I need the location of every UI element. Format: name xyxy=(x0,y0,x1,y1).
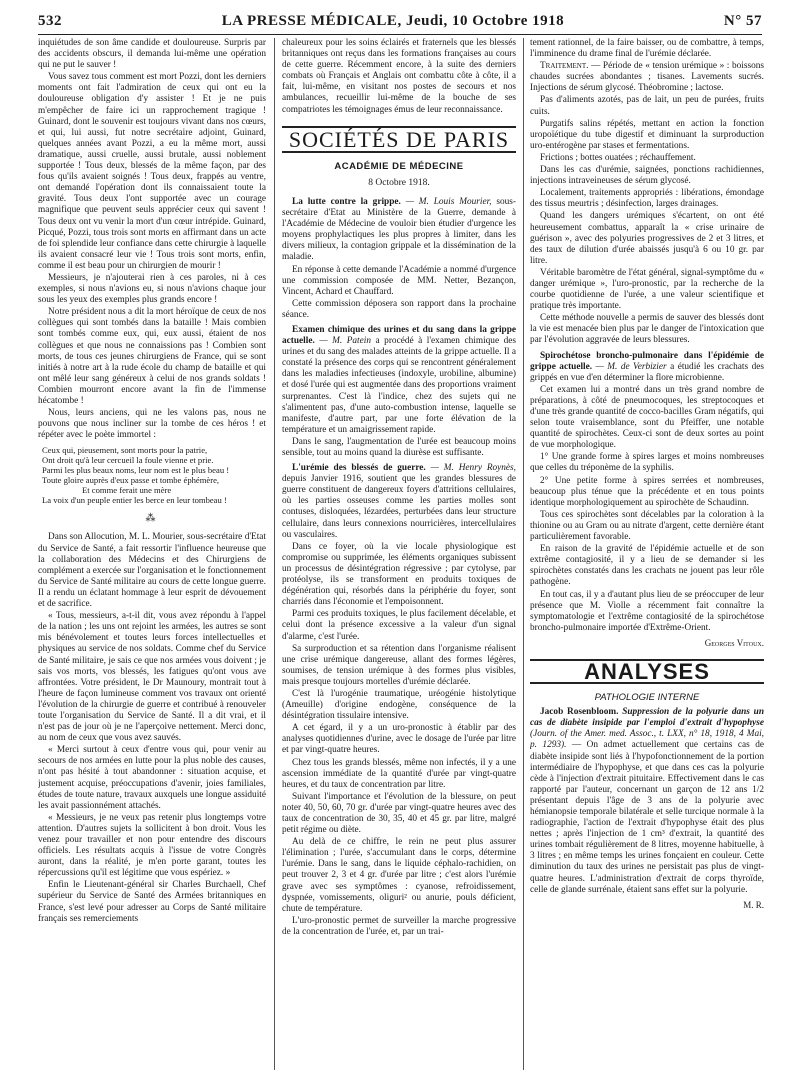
paragraph: Chez tous les grands blessés, même non infectés, il y a une ascension immédiate de la quantité d'urée par vingt-quatre heures, et du taux de concentration par litre. xyxy=(282,757,516,790)
paragraph: Au delà de ce chiffre, le rein ne peut plus assurer l'élimination ; l'urée, s'accumulant dans le corps, détermine l'urémie. Dans le sang, dans le liquide céphalo-rachidien, on peut trouver 2, 3 et 4 gr. d'urée par litre ; c'est alors l'urémie grave avec ses symptômes : cyanose, refroidissement, dyspnée, vomissements, oliguri² ou anurie, pouls déficient, chute de température. xyxy=(282,837,516,914)
article-body: a étudié les crachats des grippés en vue d'en déterminer la flore microbienne. xyxy=(530,361,764,383)
article-title: Suppression de la polyurie dans un cas de diabète insipide par l'emploi d'extrait d'hypophyse xyxy=(530,707,764,729)
article-body: sous-secrétaire d'Etat au Ministère de la Guerre, demande à l'Académie de Médecine de vouloir bien étudier d'urgence les moyens prophylactiques les plus propres à limiter, dans les divers milieux, la contagion grippale et la dissémination de la maladie. xyxy=(282,196,516,263)
paragraph: Dans le sang, l'augmentation de l'urée est beaucoup moins sensible, tout au moins quand la diurèse est suffisante. xyxy=(282,436,516,458)
article-author: — M. Patein xyxy=(319,336,371,347)
article-title: La lutte contre la grippe. xyxy=(292,196,401,207)
page-number: 532 xyxy=(38,12,62,29)
paragraph: En tout cas, il y a d'autant plus lieu de se préoccuper de leur présence que M. Violle a récemment fait connaître la symptomatologie et l'extrême contagiosité de la spirochétose broncho-pulmonaire importée d'Extrême-Orient. xyxy=(530,589,764,633)
section-title: SOCIÉTÉS DE PARIS xyxy=(282,126,516,153)
paragraph: A cet égard, il y a un uro-pronostic à établir par des analyses quotidiennes d'urine, avec le dosage de l'urée par litre et par vingt-quatre heures. xyxy=(282,723,516,756)
paragraph: inquiétudes de son âme candide et douloureuse. Surpris par des accidents obscurs, il demanda lui-même une opération qui ne put le sauver ! xyxy=(38,38,266,71)
page-header xyxy=(38,10,762,32)
paragraph: Vous savez tous comment est mort Pozzi, dont les derniers moments ont fait l'admiration de ceux qui ont eu la douloureuse obligation d'y assister ! Et je ne puis m'empêcher de faire ici un rapprochement tragique ! Guinard, dont le souvenir est toujours vivant dans nos cœurs, et qui, lui aussi, fut notre secrétaire adjoint, Guinard, quelques années avant Pozzi, a eu la même mort, aussi dramatique, aussi cruelle, aussi brutale, aussi noblement supportée ! Tous deux, blessés de la même façon, par des fous qu'ils avaient soignés ! Tous deux, frappés au ventre, ont demandé l'opération dont ils connaissaient toute la gravité. Tous deux l'ont supportée avec un courage magnifique que peuvent seuls apprécier ceux qui savent ! Tous deux ont vu venir la mort d'un cœur intrépide. Guinard, Picqué, Pozzi, tous trois sont morts en affirmant dans un acte de foi splendide leur confiance dans cette chirurgie à laquelle ils avaient consacré leur vie ! Tous trois sont morts, enfin, comme il est beau pour un chirurgien de mourir ! xyxy=(38,72,266,271)
poem xyxy=(42,445,266,505)
paragraph-body: — Période de « tension urémique » : boissons chaudes sucrées abondantes ; tisanes. Lavements sucrés. Injections de sérum glycosé. Théobromine ; lactose. xyxy=(530,61,764,94)
column-3 xyxy=(530,38,764,1070)
poem-line: Ont droit qu'à leur cercueil la foule vienne et prie. xyxy=(42,455,214,466)
paragraph: Cette commission déposera son rapport dans la prochaine séance. xyxy=(282,298,516,320)
paragraph: « Merci surtout à ceux d'entre vous qui, pour venir au secours de nos armées en lutte pour la plus noble des causes, n'ont pas hésité à tout abandonner : situation acquise, et justement acquise, préoccupations d'avenir, joies familiales, études de toute nature, travaux auxquels une longue assiduité les avait passionnément attachés. xyxy=(38,745,266,811)
article-title: Examen chimique des urines et du sang dans la grippe actuelle. xyxy=(282,324,516,347)
paragraph: C'est là l'urogénie traumatique, uréogénie histolytique (Ameuille) d'origine endogène, conséquence de la désintégration tissulaire intensive. xyxy=(282,688,516,722)
paragraph: 1° Une grande forme à spires larges et moins nombreuses que celles du tréponème de la syphilis. xyxy=(530,452,764,474)
article-author: — M. Henry Roynès, xyxy=(430,463,516,474)
paragraph: Tous ces spirochètes sont décelables par la coloration à la thionine ou au Gram ou au nitrate d'argent, cette dernière étant particulièrement favorable. xyxy=(530,509,764,543)
paragraph: Localement, traitements appropriés : libérations, émondage des tissus meurtris ; désinfection, larges drainages. xyxy=(530,188,764,210)
paragraph: Parmi ces produits toxiques, le plus facilement décelable, et celui dont la présence excessive a la valeur d'un signal d'alarme, c'est l'urée. xyxy=(282,609,516,642)
academy-heading: ACADÉMIE DE MÉDECINE xyxy=(334,160,464,172)
journal-title: LA PRESSE MÉDICALE, Jeudi, 10 Octobre 1918 xyxy=(221,12,565,29)
subsection-heading: PATHOLOGIE INTERNE xyxy=(594,692,700,704)
paragraph: Véritable baromètre de l'état général, signal-symptôme du « danger urémique », l'uro-pronostic, par la recherche de la courbe quotidienne de l'urée, a une valeur scientifique et pratique très importante. xyxy=(530,267,764,312)
analyses-title: ANALYSES xyxy=(530,659,764,684)
paragraph: Purgatifs salins répétés, mettant en action la fonction uropoïétique du tube digestif et diminuant la surproduction uro-entérogène par stases et fermentations. xyxy=(530,118,764,151)
article xyxy=(530,351,764,384)
paragraph: chaleureux pour les soins éclairés et fraternels que les blessés britanniques ont reçus dans les formations françaises au cours de cette guerre. Récemment encore, à la suite des derniers combats où Français et Anglais ont combattu côte à côte, il a fait, lui-même, en visitant nos postes de secours et nos ambulances, recueillir lui-même de la bouche de ses compatriotes les témoignages émus de leur reconnaissance. xyxy=(282,38,516,115)
treatment-label: Traitement. xyxy=(540,61,589,72)
article-body: depuis Janvier 1916, soutient que les grandes blessures de guerre constituent de dangereux foyers d'attritions cellulaires, où les parties osseuses comme les parties molles sont contuses, disloquées, lézardées, perturbées dans leur structure cellulaire, dans leurs connexions nourricières, intercellulaires ou vasculaires. xyxy=(282,474,516,540)
paragraph: Enfin le Lieutenant-général sir Charles Burchaell, Chef supérieur du Service de Santé des Armées britanniques en France, s'est levé pour adresser au Corps de Santé militaire français ses remerciements xyxy=(38,880,266,924)
article-body: a procédé à l'examen chimique des urines et du sang des malades atteints de la grippe actuelle. Il a constaté la présence des corps qui se rencontrent généralement dans les maladies infectieuses (indoxyle, urobiline, albumine) et dosé l'urée qui est augmentée dans des proportions vraiment surprenantes. C'est là l'indice, chez des sujets qui ne s'alimentent pas, d'une auto-combustion intense, laquelle se manifeste, d'autre part, par une forte élévation de la température et un amaigrissement rapide. xyxy=(282,336,516,435)
column-2 xyxy=(282,38,516,1070)
paragraph: Frictions ; bottes ouatées ; réchauffement. xyxy=(540,152,696,163)
column-divider xyxy=(274,38,275,1070)
article xyxy=(282,463,516,541)
paragraph: En réponse à cette demande l'Académie a nommé d'urgence une commission composée de MM. Netter, Bezançon, Vincent, Achard et Chauffard. xyxy=(282,264,516,297)
paragraph: Messieurs, je n'ajouterai rien à ces paroles, ni à ces exemples, si nous n'avions eu, si nous n'avions chaque jour sous les yeux des exemples plus grands encore ! xyxy=(38,272,266,306)
paragraph: Notre président nous a dit la mort héroïque de ceux de nos collègues qui sont tombés dans la bataille ! Mais combien sont tombés comme eux, qui, eux aussi, étaient de nos collègues et que nous ne connaissions pas ! Combien sont morts, de tous ces jeunes chirurgiens de France, qui se sont initiés à notre art à la rude école du champ de bataille et qui ont mêlé leur sang généreux à celui de nos grands soldats ! Combien mourront encore avant la fin de l'immense hécatombe ! xyxy=(38,307,266,406)
header-rule xyxy=(38,34,762,35)
paragraph: Dans les cas d'urémie, saignées, ponctions rachidiennes, injections intraveineuses de sérum glycosé. xyxy=(530,165,764,187)
article-reference: (Journ. of the Amer. med. Assoc., t. LXX, n° 18, 1918, 4 Mai, p. 1293). xyxy=(530,729,764,751)
author-signature: Georges Vitoux. xyxy=(704,637,764,648)
paragraph: Sa surproduction et sa rétention dans l'organisme réalisent une crise urémique dangereuse, allant des formes légères, soumises, de tension urémique à des formes plus visibles, mais presque toujours mortelles d'urémie déclarée. xyxy=(282,643,516,687)
paragraph: Dans son Allocution, M. L. Mourier, sous-secrétaire d'Etat du Service de Santé, a fait ressortir l'influence heureuse que la collaboration des Médecins et des Chirurgiens de complément a exercée sur l'organisation et le fonctionnement du Service de Santé militaire au cours de cette longue guerre. Il a rendu un éclatant hommage à leur esprit de dévouement et de sacrifice. xyxy=(38,532,266,610)
article xyxy=(282,197,516,264)
paragraph: tement rationnel, de la faire baisser, ou de combattre, à temps, l'imminence du drame final de l'urémie déclarée. xyxy=(530,38,764,60)
poem-line: La voix d'un peuple entier les berce en leur tombeau ! xyxy=(42,495,227,506)
poem-line: Ceux qui, pieusement, sont morts pour la patrie, xyxy=(42,445,208,456)
poem-line: Parmi les plus beaux noms, leur nom est le plus beau ! xyxy=(42,465,230,476)
article-author: — M. Louis Mourier, xyxy=(405,196,492,207)
paragraph: Cet examen lui a montré dans un très grand nombre de préparations, à côté de pneumocoques, les streptocoques et d'une très grande quantité de cocco-bacilles Gram négatifs, qui selon toute vraisemblance, sont du Pfeiffer, une notable quantité de spirochètes. Ceux-ci sont de deux sortes au point de vue morphologique. xyxy=(530,384,764,451)
poem-line: Toute gloire auprès d'eux passe et tombe éphémère, xyxy=(42,475,220,486)
poem-line: Et comme ferait une mère xyxy=(82,485,172,496)
paragraph: Dans ce foyer, où la vie locale physiologique est compromise ou supprimée, les éléments organiques subissent un processus de désintégration régressive ; par cytolyse, par protéolyse, ils se transforment en produits toxiques de dégénération qui, résorbés dans la périphérie du foyer, sont charriés dans l'économie et l'empoisonnent. xyxy=(282,541,516,608)
column-1 xyxy=(38,38,266,1070)
article xyxy=(530,707,764,896)
section-separator: ⁂ xyxy=(145,513,159,525)
paragraph: Cette méthode nouvelle a permis de sauver des blessés dont la vie est menacée bien plus par le danger de l'intoxication que par l'évolution aggravée de leurs blessures. xyxy=(530,313,764,346)
paragraph: L'uro-pronostic permet de surveiller la marche progressive de la concentration de l'urée, et, par un trai- xyxy=(282,915,516,937)
paragraph: Pas d'aliments azotés, pas de lait, un peu de purées, fruits cuits. xyxy=(530,95,764,117)
article-body: — On admet actuellement que certains cas de diabète insipide sont liés à l'hypofonctionnement de la portion intermédiaire de l'hypophyse, et que dans ces cas la polyurie cède à l'injection d'extrait pituitaire. Effectivement dans le cas rapporté par l'auteur, concernant un garçon de 12 ans 1/2 présentant depuis l'âge de 3 ans de la polyurie avec hémianopsie temporale bilatérale et selle turcique normale à la radiographie, l'action de l'extrait d'hypophyse était des plus nettes ; après l'injection de 1 cm³ d'extrait, la quantité des urines tombait régulièrement de 8 litres, moyenne habituelle, à 3 litres ; en même temps les urines fonçaient en couleur. Cette diminution du taux des urines ne persistait pas plus de vingt-quatre heures. L'administration d'extrait de corps thyroïde, celle de glande surrénale, étaient sans effet sur la polyurie. xyxy=(530,740,764,895)
paragraph: 2° Une petite forme à spires serrées et nombreuses, beaucoup plus ténue que la précédente et en tous points identique morphologiquement au spirochète de Schaudinn. xyxy=(530,475,764,508)
article-title: Spirochétose broncho-pulmonaire dans l'épidémie de grippe actuelle. xyxy=(530,350,764,372)
issue-number: N° 57 xyxy=(723,12,762,29)
author-signature: M. R. xyxy=(743,899,764,910)
paragraph: Suivant l'importance et l'évolution de la blessure, on peut noter 40, 50, 60, 70 gr. d'urée par vingt-quatre heures avec des taux de concentration de 30, 35, 40 et 45 gr. par litre, malgré petit régime ou diète. xyxy=(282,791,516,836)
paragraph: En raison de la gravité de l'épidémie actuelle et de son extrême contagiosité, il y a lieu de se demander si les spirochètes constatés dans les crachats ne jouent pas leur rôle pathogène. xyxy=(530,544,764,588)
article-author: Jacob Rosenbloom. xyxy=(540,707,619,718)
article-author: — M. de Verbizier xyxy=(595,361,667,372)
paragraph xyxy=(530,61,764,94)
session-date: 8 Octobre 1918. xyxy=(368,177,430,188)
article xyxy=(282,325,516,436)
paragraph: « Tous, messieurs, a-t-il dit, vous avez répondu à l'appel de la nation ; les uns ont rejoint les armées, les autres se sont mis bénévolement et toutes leurs forces intellectuelles et physiques au service de nos soldats. Comme chef du Service de Santé militaire, je sais ce que nos armées vous doivent ; je sais vos morts, vos blessés, les fatigues qu'ont vous ave affrontées. Votre président, le Dr Maunoury, montrait tout à l'heure de façon lumineuse comment vos travaux ont orienté l'évolution de la chirurgie de guerre et contribué à renouveler toute l'organisation du Service de Santé. Il a dit vrai, et il n'est pas de jour où je ne l'aperçoive nettement. Merci donc, au nom de ceux que vous avez sauvés. xyxy=(38,611,266,744)
article-title: L'urémie des blessés de guerre. xyxy=(292,463,426,474)
paragraph: Nous, leurs anciens, qui ne les valons pas, nous ne pouvons que nous incliner sur la tombe de ces héros ! et répéter avec le poète immortel : xyxy=(38,408,266,441)
paragraph: « Messieurs, je ne veux pas retenir plus longtemps votre attention. D'autres sujets la sollicitent à bon droit. Vous les venez pour travailler et non pour entendre des discours officiels. Les résultats acquis à l'issue de votre Congrès auront, dans la réalité, je m'en porte garant, toutes les répercussions qu'il est légitime que vous espériez. » xyxy=(38,812,266,879)
column-divider xyxy=(523,38,524,1070)
paragraph: Quand les dangers urémiques s'écartent, on ont été heureusement combattus, apparaît la « crise urinaire de guérison », avec des polyuries progressives de 2 et 3 litres, et des taux de dilution d'urée abaissés jusqu'à 6 ou 10 gr. par litre. xyxy=(530,211,764,266)
